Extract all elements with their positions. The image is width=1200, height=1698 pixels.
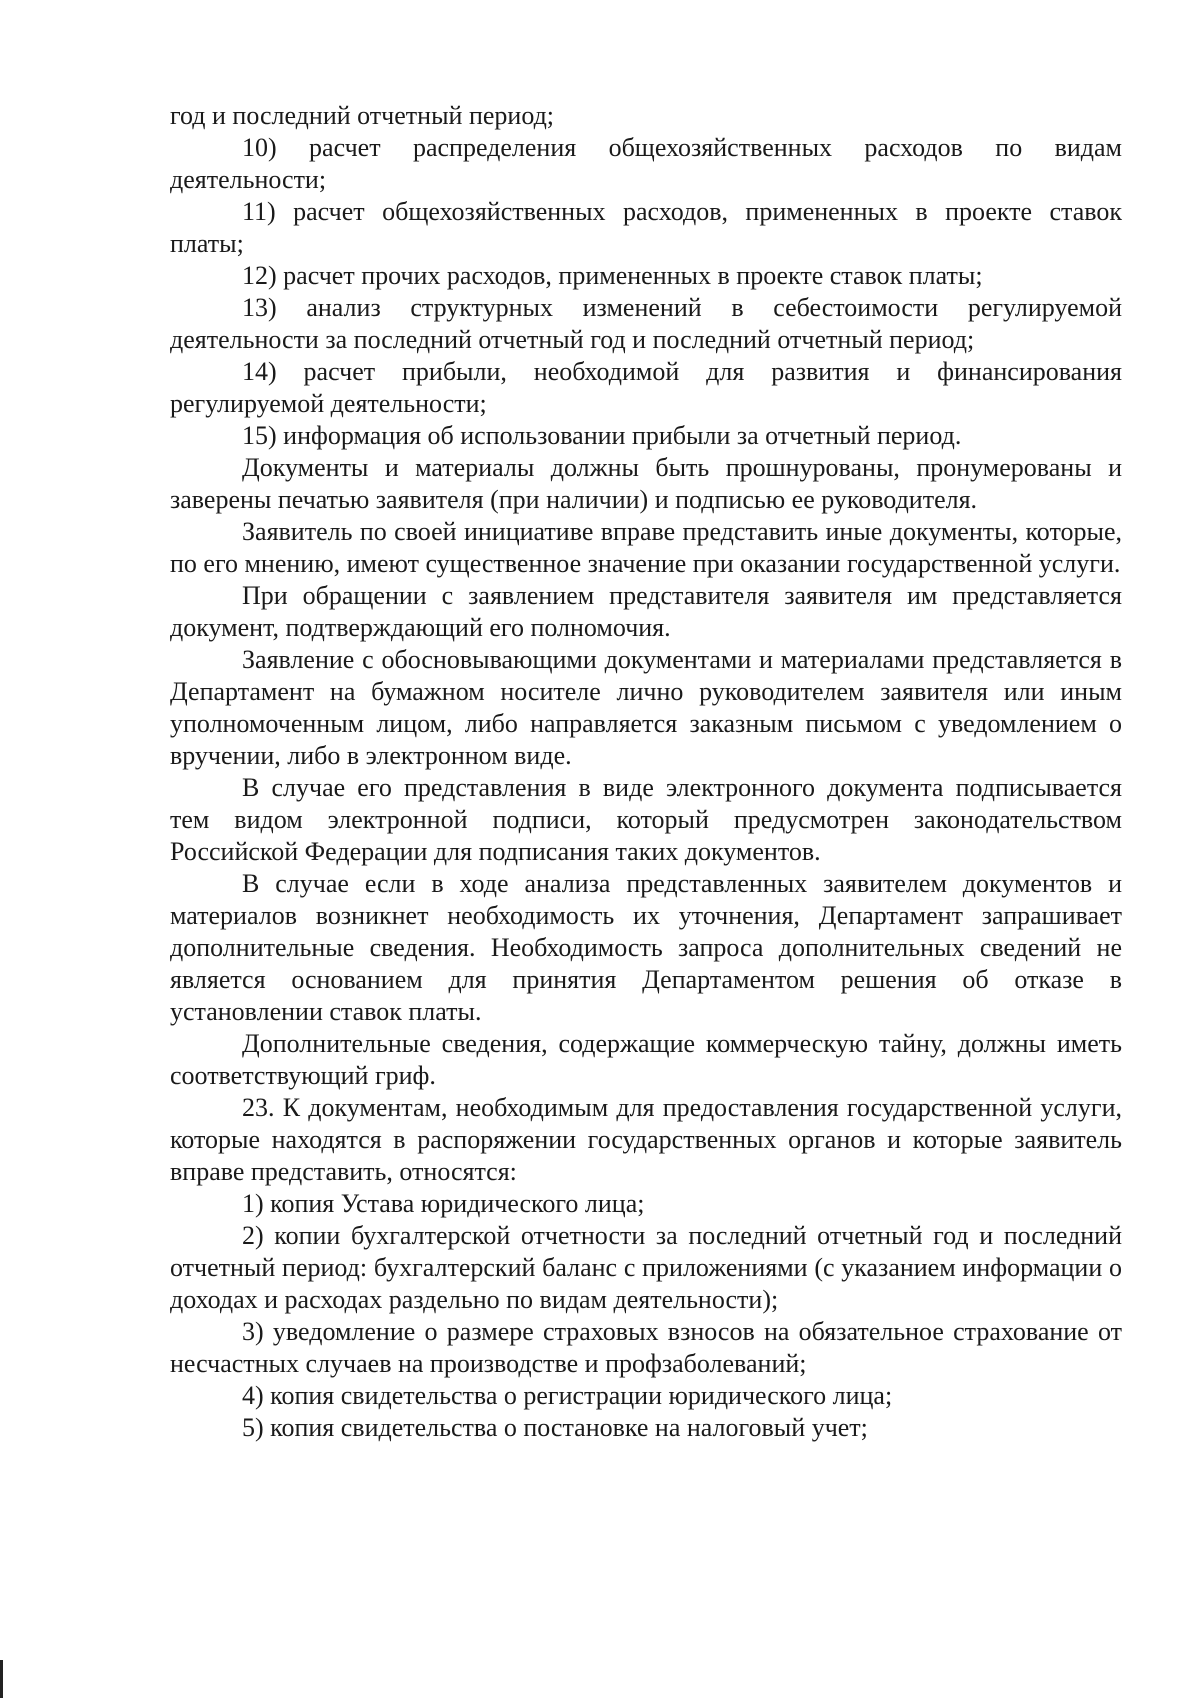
list-item-12: 12) расчет прочих расходов, примененных в проекте ставок платы; xyxy=(242,261,983,290)
scan-edge-mark xyxy=(0,1660,3,1698)
paragraph-additional-documents: Заявитель по своей инициативе вправе представить иные документы, которые, по его мнению, имеют существенное значение при оказании государственной услуги. xyxy=(170,517,1122,578)
section-23-item-4: 4) копия свидетельства о регистрации юридического лица; xyxy=(242,1381,893,1410)
document-body xyxy=(170,100,1122,1444)
paragraph-continuation: год и последний отчетный период; xyxy=(170,101,555,130)
section-23-item-3: 3) уведомление о размере страховых взносов на обязательное страхование от несчастных случаев на производстве и профзаболеваний; xyxy=(170,1317,1122,1378)
list-item-10: 10) расчет распределения общехозяйственных расходов по видам деятельности; xyxy=(170,133,1122,194)
paragraph-commercial-secret: Дополнительные сведения, содержащие коммерческую тайну, должны иметь соответствующий гриф. xyxy=(170,1029,1122,1090)
paragraph-representative: При обращении с заявлением представителя заявителя им представляется документ, подтверждающий его полномочия. xyxy=(170,581,1122,642)
section-23-item-2: 2) копии бухгалтерской отчетности за последний отчетный год и последний отчетный период: бухгалтерский баланс с приложениями (с указанием информации о доходах и расходах раздельно по видам деятельности); xyxy=(170,1221,1122,1314)
paragraph-electronic-signature: В случае его представления в виде электронного документа подписывается тем видом электронной подписи, который предусмотрен законодательством Российской Федерации для подписания таких документов. xyxy=(170,773,1122,866)
list-item-14: 14) расчет прибыли, необходимой для развития и финансирования регулируемой деятельности; xyxy=(170,357,1122,418)
list-item-11: 11) расчет общехозяйственных расходов, примененных в проекте ставок платы; xyxy=(170,197,1122,258)
paragraph-binding-requirements: Документы и материалы должны быть прошнурованы, пронумерованы и заверены печатью заявителя (при наличии) и подписью ее руководителя. xyxy=(170,453,1122,514)
paragraph-submission-methods: Заявление с обосновывающими документами и материалами представляется в Департамент на бумажном носителе лично руководителем заявителя или иным уполномоченным лицом, либо направляется заказным письмом с уведомлением о вручении, либо в электронном виде. xyxy=(170,645,1122,770)
list-item-13: 13) анализ структурных изменений в себестоимости регулируемой деятельности за последний отчетный год и последний отчетный период; xyxy=(170,293,1122,354)
section-23-item-5: 5) копия свидетельства о постановке на налоговый учет; xyxy=(242,1413,868,1442)
section-23-item-1: 1) копия Устава юридического лица; xyxy=(242,1189,645,1218)
paragraph-section-23: 23. К документам, необходимым для предоставления государственной услуги, которые находятся в распоряжении государственных органов и которые заявитель вправе представить, относятся: xyxy=(170,1093,1122,1186)
list-item-15: 15) информация об использовании прибыли за отчетный период. xyxy=(242,421,962,450)
paragraph-clarification-request: В случае если в ходе анализа представленных заявителем документов и материалов возникнет необходимость их уточнения, Департамент запрашивает дополнительные сведения. Необходимость запроса дополнительных сведений не является основанием для принятия Департаментом решения об отказе в установлении ставок платы. xyxy=(170,869,1122,1026)
